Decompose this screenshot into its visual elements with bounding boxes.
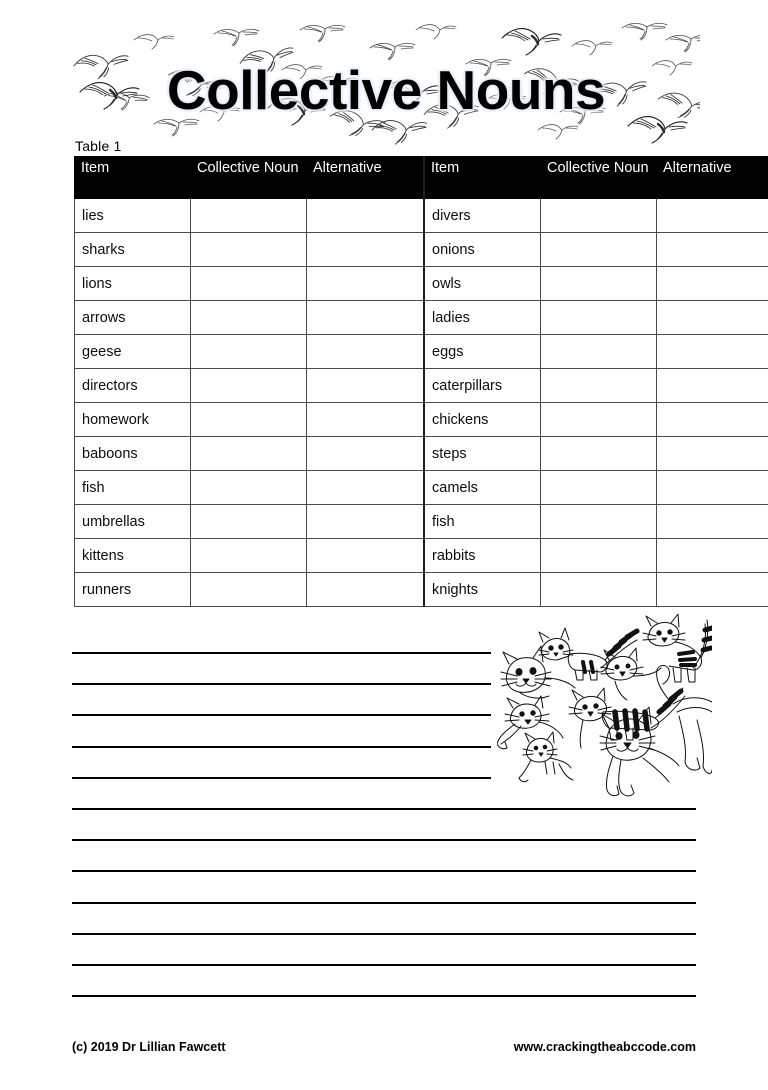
cell-collective-noun-right[interactable] — [541, 233, 657, 267]
cell-alternative-right[interactable] — [657, 539, 768, 573]
cell-alternative-right[interactable] — [657, 369, 768, 403]
cell-collective-noun-left[interactable] — [191, 403, 307, 437]
cell-item-right: rabbits — [424, 539, 541, 573]
cell-collective-noun-right[interactable] — [541, 267, 657, 301]
writing-line — [72, 839, 696, 841]
cell-alternative-left[interactable] — [307, 369, 425, 403]
table-row — [75, 437, 768, 471]
cell-collective-noun-right[interactable] — [541, 301, 657, 335]
cell-collective-noun-right[interactable] — [541, 437, 657, 471]
column-header-item-right: Item — [424, 157, 541, 199]
table-row — [75, 233, 768, 267]
cell-alternative-right[interactable] — [657, 233, 768, 267]
cell-alternative-right[interactable] — [657, 335, 768, 369]
cell-item-right: divers — [424, 199, 541, 233]
cell-alternative-left[interactable] — [307, 267, 425, 301]
cell-alternative-left[interactable] — [307, 471, 425, 505]
cell-alternative-left[interactable] — [307, 335, 425, 369]
writing-line — [72, 870, 696, 872]
page-footer — [0, 1040, 768, 1060]
table-header — [75, 157, 768, 199]
table-row — [75, 199, 768, 233]
cell-collective-noun-left[interactable] — [191, 539, 307, 573]
column-header-alternative-right: Alternative — [657, 157, 768, 199]
cell-item-right: steps — [424, 437, 541, 471]
table-row — [75, 505, 768, 539]
table-row — [75, 267, 768, 301]
column-header-item-left: Item — [75, 157, 191, 199]
column-header-collective-noun-left: Collective Noun — [191, 157, 307, 199]
table-row — [75, 573, 768, 607]
cell-alternative-right[interactable] — [657, 301, 768, 335]
cell-alternative-left[interactable] — [307, 437, 425, 471]
cell-collective-noun-right[interactable] — [541, 471, 657, 505]
table-row — [75, 539, 768, 573]
cell-alternative-left[interactable] — [307, 233, 425, 267]
cell-item-right: ladies — [424, 301, 541, 335]
cell-collective-noun-left[interactable] — [191, 505, 307, 539]
cell-collective-noun-left[interactable] — [191, 573, 307, 607]
cell-item-left: umbrellas — [75, 505, 191, 539]
cell-alternative-right[interactable] — [657, 505, 768, 539]
table-label: Table 1 — [75, 138, 122, 154]
writing-line — [72, 964, 696, 966]
page-title: Collective Nouns — [166, 59, 606, 121]
table-body — [75, 199, 768, 607]
cell-collective-noun-left[interactable] — [191, 301, 307, 335]
cell-alternative-right[interactable] — [657, 403, 768, 437]
table-row — [75, 301, 768, 335]
cell-alternative-right[interactable] — [657, 267, 768, 301]
footer-website-url: www.crackingtheabccode.com — [513, 1040, 696, 1054]
writing-line — [72, 933, 696, 935]
cell-collective-noun-left[interactable] — [191, 335, 307, 369]
cell-collective-noun-right[interactable] — [541, 573, 657, 607]
cell-alternative-right[interactable] — [657, 471, 768, 505]
cell-collective-noun-left[interactable] — [191, 471, 307, 505]
cell-alternative-right[interactable] — [657, 437, 768, 471]
cell-alternative-left[interactable] — [307, 505, 425, 539]
cell-item-left: lions — [75, 267, 191, 301]
cell-alternative-left[interactable] — [307, 403, 425, 437]
cell-collective-noun-right[interactable] — [541, 335, 657, 369]
table-row — [75, 403, 768, 437]
cell-item-right: chickens — [424, 403, 541, 437]
cell-item-right: onions — [424, 233, 541, 267]
writing-line — [72, 808, 696, 810]
cell-collective-noun-left[interactable] — [191, 233, 307, 267]
cell-item-left: geese — [75, 335, 191, 369]
cell-alternative-left[interactable] — [307, 539, 425, 573]
footer-copyright: (c) 2019 Dr Lillian Fawcett — [72, 1040, 226, 1054]
cell-alternative-right[interactable] — [657, 199, 768, 233]
cell-alternative-left[interactable] — [307, 199, 425, 233]
cell-item-right: eggs — [424, 335, 541, 369]
writing-line — [72, 902, 696, 904]
cell-item-right: knights — [424, 573, 541, 607]
cell-item-left: sharks — [75, 233, 191, 267]
table-row — [75, 471, 768, 505]
cell-item-left: baboons — [75, 437, 191, 471]
cell-item-left: runners — [75, 573, 191, 607]
cell-alternative-right[interactable] — [657, 573, 768, 607]
writing-line — [72, 746, 491, 748]
cell-item-left: kittens — [75, 539, 191, 573]
cell-item-left: directors — [75, 369, 191, 403]
writing-line — [72, 777, 491, 779]
writing-line — [72, 683, 491, 685]
cell-collective-noun-left[interactable] — [191, 369, 307, 403]
cell-alternative-left[interactable] — [307, 301, 425, 335]
cell-collective-noun-left[interactable] — [191, 267, 307, 301]
cell-item-left: lies — [75, 199, 191, 233]
cell-item-left: arrows — [75, 301, 191, 335]
cell-collective-noun-right[interactable] — [541, 403, 657, 437]
clowder-of-cats-icon — [497, 612, 712, 802]
cell-collective-noun-right[interactable] — [541, 539, 657, 573]
cell-collective-noun-right[interactable] — [541, 369, 657, 403]
writing-line — [72, 652, 491, 654]
cell-item-right: caterpillars — [424, 369, 541, 403]
cell-collective-noun-right[interactable] — [541, 199, 657, 233]
writing-line — [72, 714, 491, 716]
table-row — [75, 369, 768, 403]
table-header-row — [75, 157, 768, 199]
cell-collective-noun-left[interactable] — [191, 437, 307, 471]
collective-nouns-table — [74, 156, 768, 607]
cell-item-left: fish — [75, 471, 191, 505]
column-header-collective-noun-right: Collective Noun — [541, 157, 657, 199]
column-header-alternative-left: Alternative — [307, 157, 425, 199]
table-row — [75, 335, 768, 369]
cell-collective-noun-right[interactable] — [541, 505, 657, 539]
cell-alternative-left[interactable] — [307, 573, 425, 607]
cell-item-right: owls — [424, 267, 541, 301]
writing-line — [72, 995, 696, 997]
cell-item-right: camels — [424, 471, 541, 505]
cell-item-left: homework — [75, 403, 191, 437]
cell-item-right: fish — [424, 505, 541, 539]
cell-collective-noun-left[interactable] — [191, 199, 307, 233]
